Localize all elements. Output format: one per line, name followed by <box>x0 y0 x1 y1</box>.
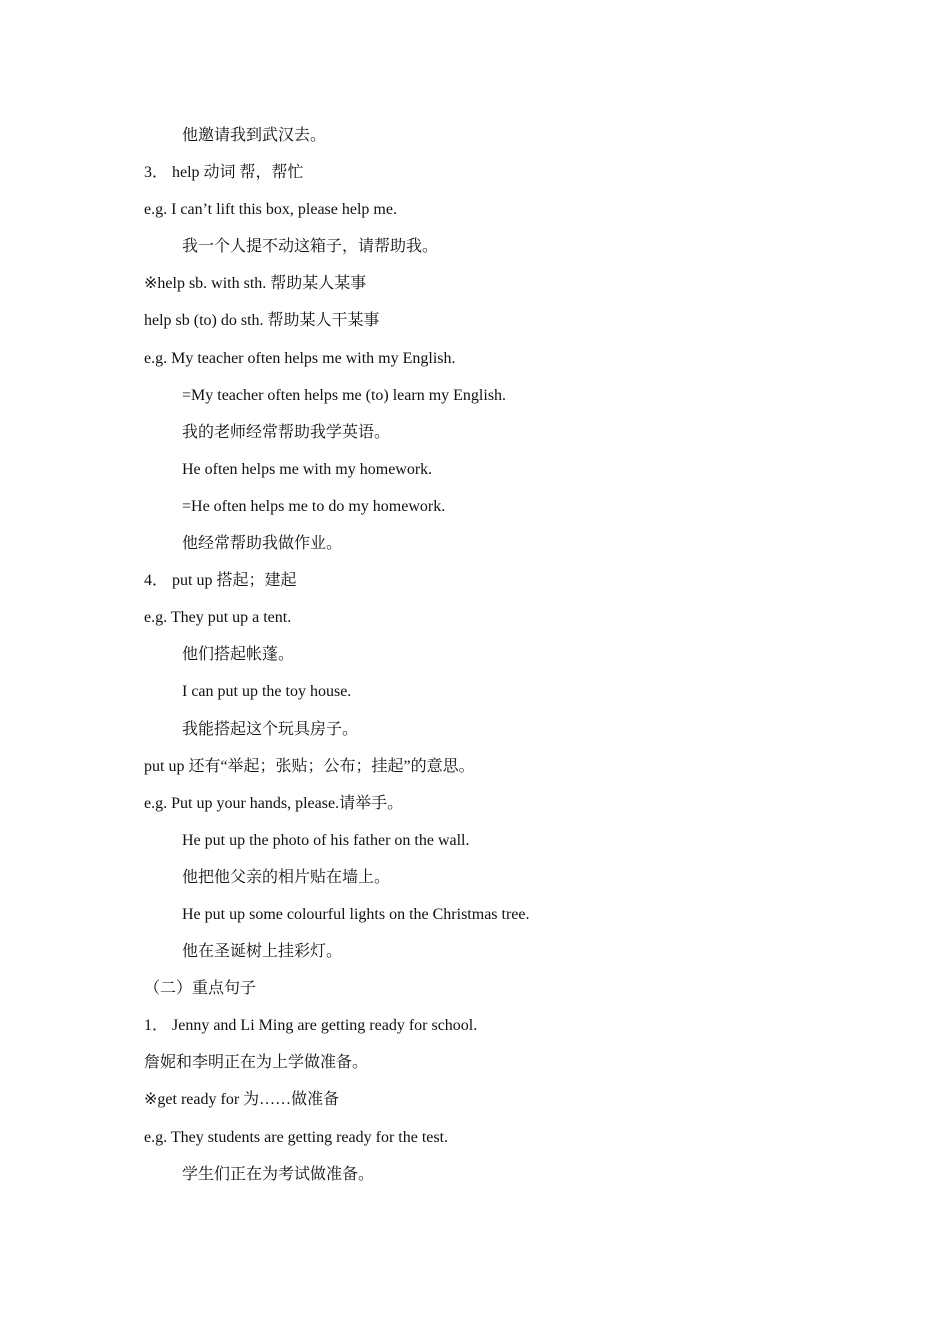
text-line: 我的老师经常帮助我学英语。 <box>182 423 391 441</box>
text-line: 4． put up 搭起；建起 <box>144 572 297 590</box>
text-line: help sb (to) do sth. 帮助某人干某事 <box>144 312 380 330</box>
text-line: I can put up the toy house. <box>182 683 352 701</box>
text-line: 他邀请我到武汉去。 <box>182 127 327 144</box>
section-heading: （二）重点句子 <box>144 980 257 998</box>
text-line: =My teacher often helps me (to) learn my English. <box>182 386 507 404</box>
text-line: 3． help 动词 帮，帮忙 <box>144 164 304 182</box>
text-line: e.g. They put up a tent. <box>144 609 292 627</box>
text-line: 1． Jenny and Li Ming are getting ready for school. <box>144 1017 478 1035</box>
text-line: He often helps me with my homework. <box>182 460 433 478</box>
text-line: e.g. My teacher often helps me with my English. <box>144 349 456 367</box>
text-line: 詹妮和李明正在为上学做准备。 <box>144 1054 369 1072</box>
text-line: e.g. I can’t lift this box, please help me. <box>144 201 397 219</box>
text-line: 他经常帮助我做作业。 <box>182 535 343 553</box>
text-line: ※get ready for 为……做准备 <box>144 1091 340 1109</box>
text-line: e.g. They students are getting ready for the test. <box>144 1128 449 1146</box>
text-line: He put up some colourful lights on the Christmas tree. <box>182 905 530 923</box>
text-line: ※help sb. with sth. 帮助某人某事 <box>144 275 367 293</box>
text-line: 我能搭起这个玩具房子。 <box>182 720 359 738</box>
document-body <box>144 122 844 1198</box>
text-line: He put up the photo of his father on the wall. <box>182 831 470 849</box>
text-line: e.g. Put up your hands, please.请举手。 <box>144 794 404 812</box>
text-line: 他们搭起帐蓬。 <box>182 646 295 664</box>
text-line: 学生们正在为考试做准备。 <box>182 1165 375 1183</box>
text-line: =He often helps me to do my homework. <box>182 497 446 515</box>
text-line: 我一个人提不动这箱子，请帮助我。 <box>182 238 439 256</box>
text-line: 他在圣诞树上挂彩灯。 <box>182 943 343 961</box>
text-line: put up 还有“举起；张贴；公布；挂起”的意思。 <box>144 757 475 775</box>
text-line: 他把他父亲的相片贴在墙上。 <box>182 868 391 886</box>
